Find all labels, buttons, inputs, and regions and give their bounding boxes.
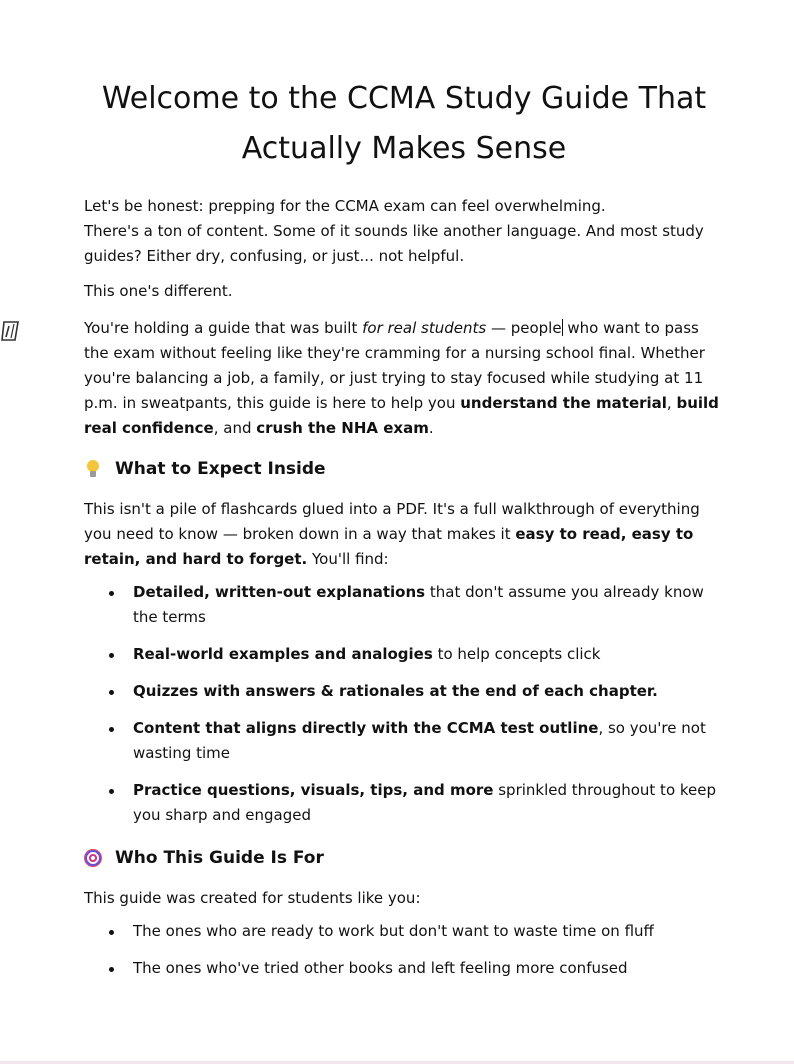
list-item: Real-world examples and analogies to help concepts click	[133, 642, 724, 667]
list-item: Content that aligns directly with the CCMA test outline, so you're not wasting time	[133, 716, 724, 766]
intro-paragraph: Let's be honest: prepping for the CCMA exam can feel overwhelming. There's a ton of content. Some of it sounds like another language. And most study guides? Either dry, confusing, or just... not helpful.	[84, 197, 704, 265]
expect-list	[84, 580, 724, 828]
list-item: Practice questions, visuals, tips, and more sprinkled throughout to keep you sharp and engaged	[133, 778, 724, 828]
target-icon	[84, 849, 102, 867]
document-page	[84, 74, 724, 993]
list-item: Quizzes with answers & rationales at the end of each chapter.	[133, 679, 724, 704]
list-item: The ones who are ready to work but don't want to waste time on fluff	[133, 919, 724, 944]
who-paragraph: This guide was created for students like you:	[84, 889, 421, 907]
different-paragraph: This one's different.	[84, 282, 233, 300]
holding-paragraph: You're holding a guide that was built for real students — people who want to pass the exam without feeling like they're cramming for a nursing school final. Whether you're balancing a job, a family, or just trying to stay focused while studying at 11 p.m. in sweatpants, this guide is here to help you understand the material, build real confidence, and crush the NHA exam.	[84, 319, 719, 437]
expect-paragraph: This isn't a pile of flashcards glued into a PDF. It's a full walkthrough of everything you need to know — broken down in a way that makes it easy to read, easy to retain, and hard to forget. You'll find:	[84, 500, 700, 568]
who-list	[84, 919, 724, 981]
lightbulb-icon	[84, 460, 102, 478]
list-item: Detailed, written-out explanations that don't assume you already know the terms	[133, 580, 724, 630]
pencil-icon[interactable]	[0, 318, 22, 344]
section-heading-expect: What to Expect Inside	[84, 451, 724, 487]
section-heading-who: Who This Guide Is For	[84, 840, 724, 876]
document-title: Welcome to the CCMA Study Guide That Actually Makes Sense	[101, 81, 707, 166]
list-item: The ones who've tried other books and left feeling more confused	[133, 956, 724, 981]
